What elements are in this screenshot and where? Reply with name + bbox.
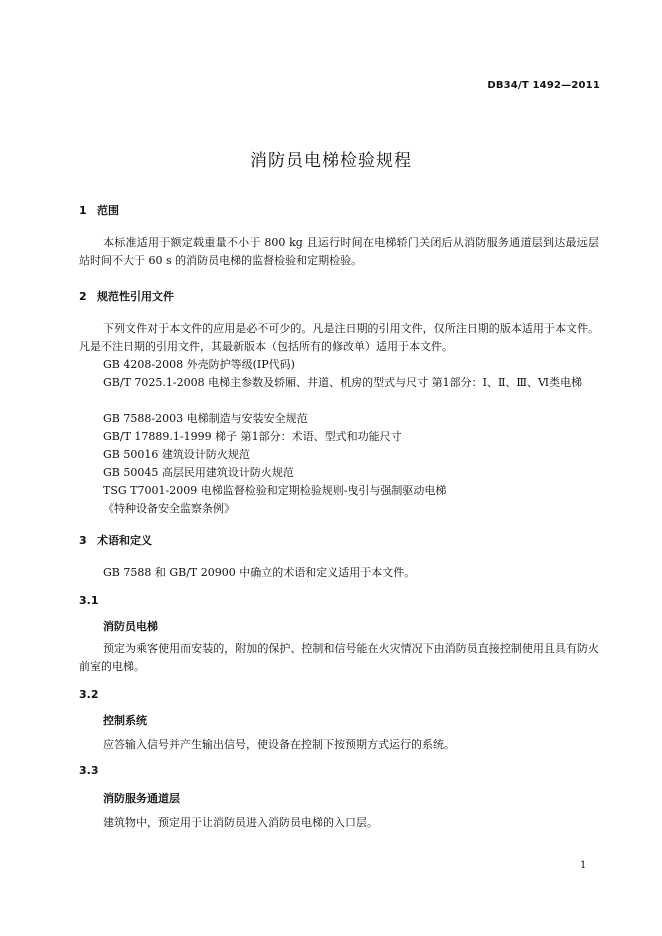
page-number: 1 [580, 860, 587, 871]
section-number: 1 [79, 204, 87, 217]
document-title: 消防员电梯检验规程 [250, 151, 412, 171]
section-2-text: 下列文件对于本文件的应用是必不可少的。凡是注日期的引用文件，仅所注日期的版本适用于本文件。凡是不注日期的引用文件，其最新版本（包括所有的修改单）适用于本文件。 [79, 322, 599, 353]
section-3-heading [79, 532, 152, 548]
term-definition: 应答输入信号并产生输出信号，使设备在控制下按预期方式运行的系统。 [103, 738, 455, 751]
reference-item: GB 4208-2008 外壳防护等级(IP代码) [103, 358, 295, 371]
section-number: 3 [79, 534, 87, 547]
standard-code: DB34/T 1492—2011 [487, 80, 600, 91]
section-1-text: 本标准适用于额定载重量不小于 800 kg 且运行时间在电梯轿门关闭后从消防服务通道层到达最远层站时间不大于 60 s 的消防员电梯的监督检验和定期检验。 [79, 236, 599, 267]
term-name: 消防服务通道层 [103, 792, 180, 805]
section-title: 范围 [97, 204, 119, 217]
term-definition: 预定为乘客使用而安装的，附加的保护、控制和信号能在火灾情况下由消防员直接控制使用且具有防火前室的电梯。 [79, 642, 599, 673]
reference-item: GB 50045 高层民用建筑设计防火规范 [103, 466, 294, 479]
term-number: 3.3 [79, 764, 99, 777]
term-name: 消防员电梯 [103, 620, 158, 633]
section-title: 规范性引用文件 [97, 290, 174, 303]
term-definition: 建筑物中，预定用于让消防员进入消防员电梯的入口层。 [103, 816, 378, 829]
reference-item: GB/T 17889.1-1999 梯子 第1部分：术语、型式和功能尺寸 [103, 430, 402, 443]
section-title: 术语和定义 [97, 534, 152, 547]
section-1-heading [79, 202, 119, 218]
section-number: 2 [79, 290, 87, 303]
reference-item: TSG T7001-2009 电梯监督检验和定期检验规则-曳引与强制驱动电梯 [103, 484, 447, 497]
term-number: 3.2 [79, 688, 99, 701]
term-number: 3.1 [79, 594, 99, 607]
section-2-heading [79, 288, 174, 304]
reference-item: GB 50016 建筑设计防火规范 [103, 448, 250, 461]
section-3-text: GB 7588 和 GB/T 20900 中确立的术语和定义适用于本文件。 [103, 566, 416, 579]
term-name: 控制系统 [103, 714, 147, 727]
reference-item: GB 7588-2003 电梯制造与安装安全规范 [103, 412, 308, 425]
reference-item: 《特种设备安全监察条例》 [103, 502, 235, 515]
reference-item: GB/T 7025.1-2008 电梯主参数及轿厢、井道、机房的型式与尺寸 第1部分：Ⅰ、Ⅱ、Ⅲ、Ⅵ类电梯 [103, 376, 583, 389]
